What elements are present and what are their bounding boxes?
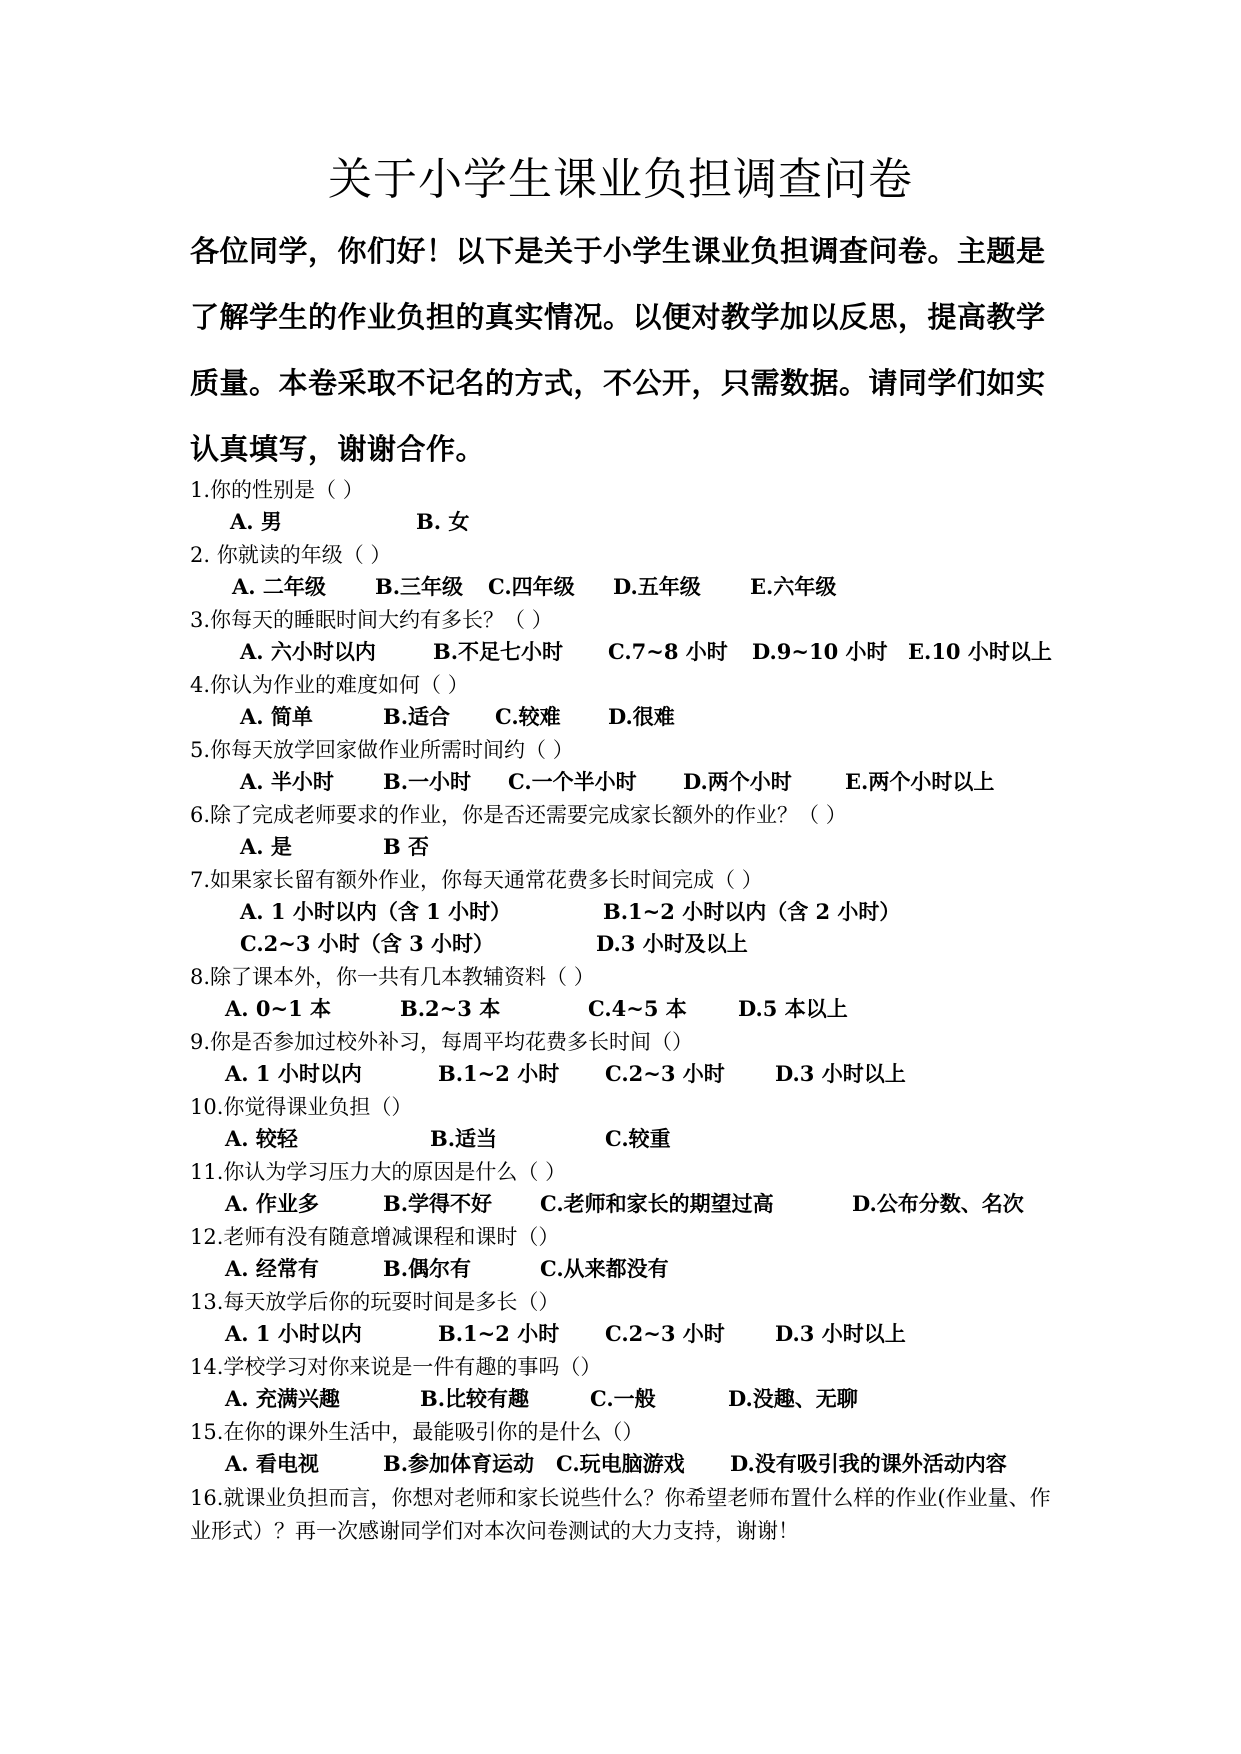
question-15: 15.在你的课外生活中，最能吸引你的是什么（）	[190, 1420, 644, 1444]
option: A. 看电视	[225, 1451, 319, 1476]
question-9: 9.你是否参加过校外补习，每周平均花费多长时间（）	[190, 1030, 694, 1054]
option: A. 是	[240, 834, 292, 859]
option: D.9~10 小时	[752, 639, 888, 664]
option: B.2~3 本	[400, 996, 501, 1021]
option: C.一般	[590, 1386, 656, 1411]
question-11: 11.你认为学习压力大的原因是什么（ ）	[190, 1160, 567, 1184]
option: A. 简单	[240, 704, 313, 729]
option: B.参加体育运动	[383, 1451, 535, 1476]
option: C.一个半小时	[508, 769, 637, 794]
option: D.五年级	[613, 574, 701, 599]
option: E.10 小时以上	[908, 639, 1052, 664]
option: A. 较轻	[225, 1126, 298, 1151]
option: C.较难	[495, 704, 561, 729]
intro-paragraph: 各位同学，你们好！以下是关于小学生课业负担调查问卷。主题是了解学生的作业负担的真实情况。以便对教学加以反思，提高教学质量。本卷采取不记名的方式，不公开，只需数据。请同学们如实认真填写，谢谢合作。	[190, 234, 1046, 466]
option: E.六年级	[750, 574, 837, 599]
option: D.没有吸引我的课外活动内容	[730, 1451, 1007, 1476]
option: B 否	[383, 834, 430, 859]
question-2: 2. 你就读的年级（ ）	[190, 543, 392, 567]
option: A. 经常有	[225, 1256, 319, 1281]
option: A. 六小时以内	[240, 639, 376, 664]
option: A. 半小时	[240, 769, 334, 794]
question-16: 16.就课业负担而言，你想对老师和家长说些什么？你希望老师布置什么样的作业(作业量、作业形式）？再一次感谢同学们对本次问卷测试的大力支持，谢谢！	[190, 1486, 1051, 1543]
option: D.公布分数、名次	[852, 1191, 1024, 1216]
option: A. 充满兴趣	[225, 1386, 340, 1411]
page-title: 关于小学生课业负担调查问卷	[328, 154, 913, 205]
question-12: 12.老师有没有随意增减课程和课时（）	[190, 1225, 560, 1249]
option: B.比较有趣	[420, 1386, 530, 1411]
option: B. 女	[416, 509, 470, 534]
option: A. 二年级	[232, 574, 326, 599]
option: B.1~2 小时	[438, 1321, 560, 1346]
question-1: 1.你的性别是（ ）	[190, 478, 364, 502]
option: C.4~5 本	[588, 996, 687, 1021]
option: A. 1 小时以内	[225, 1321, 362, 1346]
option: C.老师和家长的期望过高	[540, 1191, 774, 1216]
option: C.2~3 小时	[605, 1061, 725, 1086]
option: C.玩电脑游戏	[556, 1451, 685, 1476]
option: B.适合	[383, 704, 451, 729]
option: C.较重	[605, 1126, 671, 1151]
question-14: 14.学校学习对你来说是一件有趣的事吗（）	[190, 1355, 602, 1379]
option: C.7~8 小时	[608, 639, 728, 664]
option: A. 作业多	[225, 1191, 319, 1216]
option: A. 1 小时以内	[225, 1061, 362, 1086]
option: D.3 小时及以上	[596, 931, 748, 956]
question-3: 3.你每天的睡眠时间大约有多长？（ ）	[190, 608, 553, 632]
question-8: 8.除了课本外，你一共有几本教辅资料（ ）	[190, 965, 595, 989]
question-4: 4.你认为作业的难度如何（ ）	[190, 673, 469, 697]
option: D.两个小时	[683, 769, 792, 794]
question-5: 5.你每天放学回家做作业所需时间约（ ）	[190, 738, 574, 762]
option: D.5 本以上	[738, 996, 848, 1021]
option: C.从来都没有	[540, 1256, 669, 1281]
option: D.3 小时以上	[775, 1061, 906, 1086]
option: D.没趣、无聊	[728, 1386, 858, 1411]
option: A. 1 小时以内（含 1 小时）	[240, 899, 512, 924]
option: C.四年级	[488, 574, 575, 599]
option: B.偶尔有	[383, 1256, 472, 1281]
question-10: 10.你觉得课业负担（）	[190, 1095, 413, 1119]
option: B.一小时	[383, 769, 472, 794]
question-7: 7.如果家长留有额外作业，你每天通常花费多长时间完成（ ）	[190, 868, 763, 892]
option: B.适当	[430, 1126, 498, 1151]
option: A. 0~1 本	[225, 996, 332, 1021]
question-13: 13.每天放学后你的玩耍时间是多长（）	[190, 1290, 560, 1314]
option: B.三年级	[375, 574, 464, 599]
option: E.两个小时以上	[845, 769, 995, 794]
option: B.1~2 小时	[438, 1061, 560, 1086]
option: A. 男	[230, 509, 282, 534]
option: B.不足七小时	[433, 639, 564, 664]
option: B.学得不好	[383, 1191, 493, 1216]
option: D.很难	[608, 704, 675, 729]
option: C.2~3 小时（含 3 小时）	[240, 931, 495, 956]
option: B.1~2 小时以内（含 2 小时）	[603, 899, 901, 924]
option: C.2~3 小时	[605, 1321, 725, 1346]
option: D.3 小时以上	[775, 1321, 906, 1346]
question-6: 6.除了完成老师要求的作业，你是否还需要完成家长额外的作业？（ ）	[190, 803, 847, 827]
